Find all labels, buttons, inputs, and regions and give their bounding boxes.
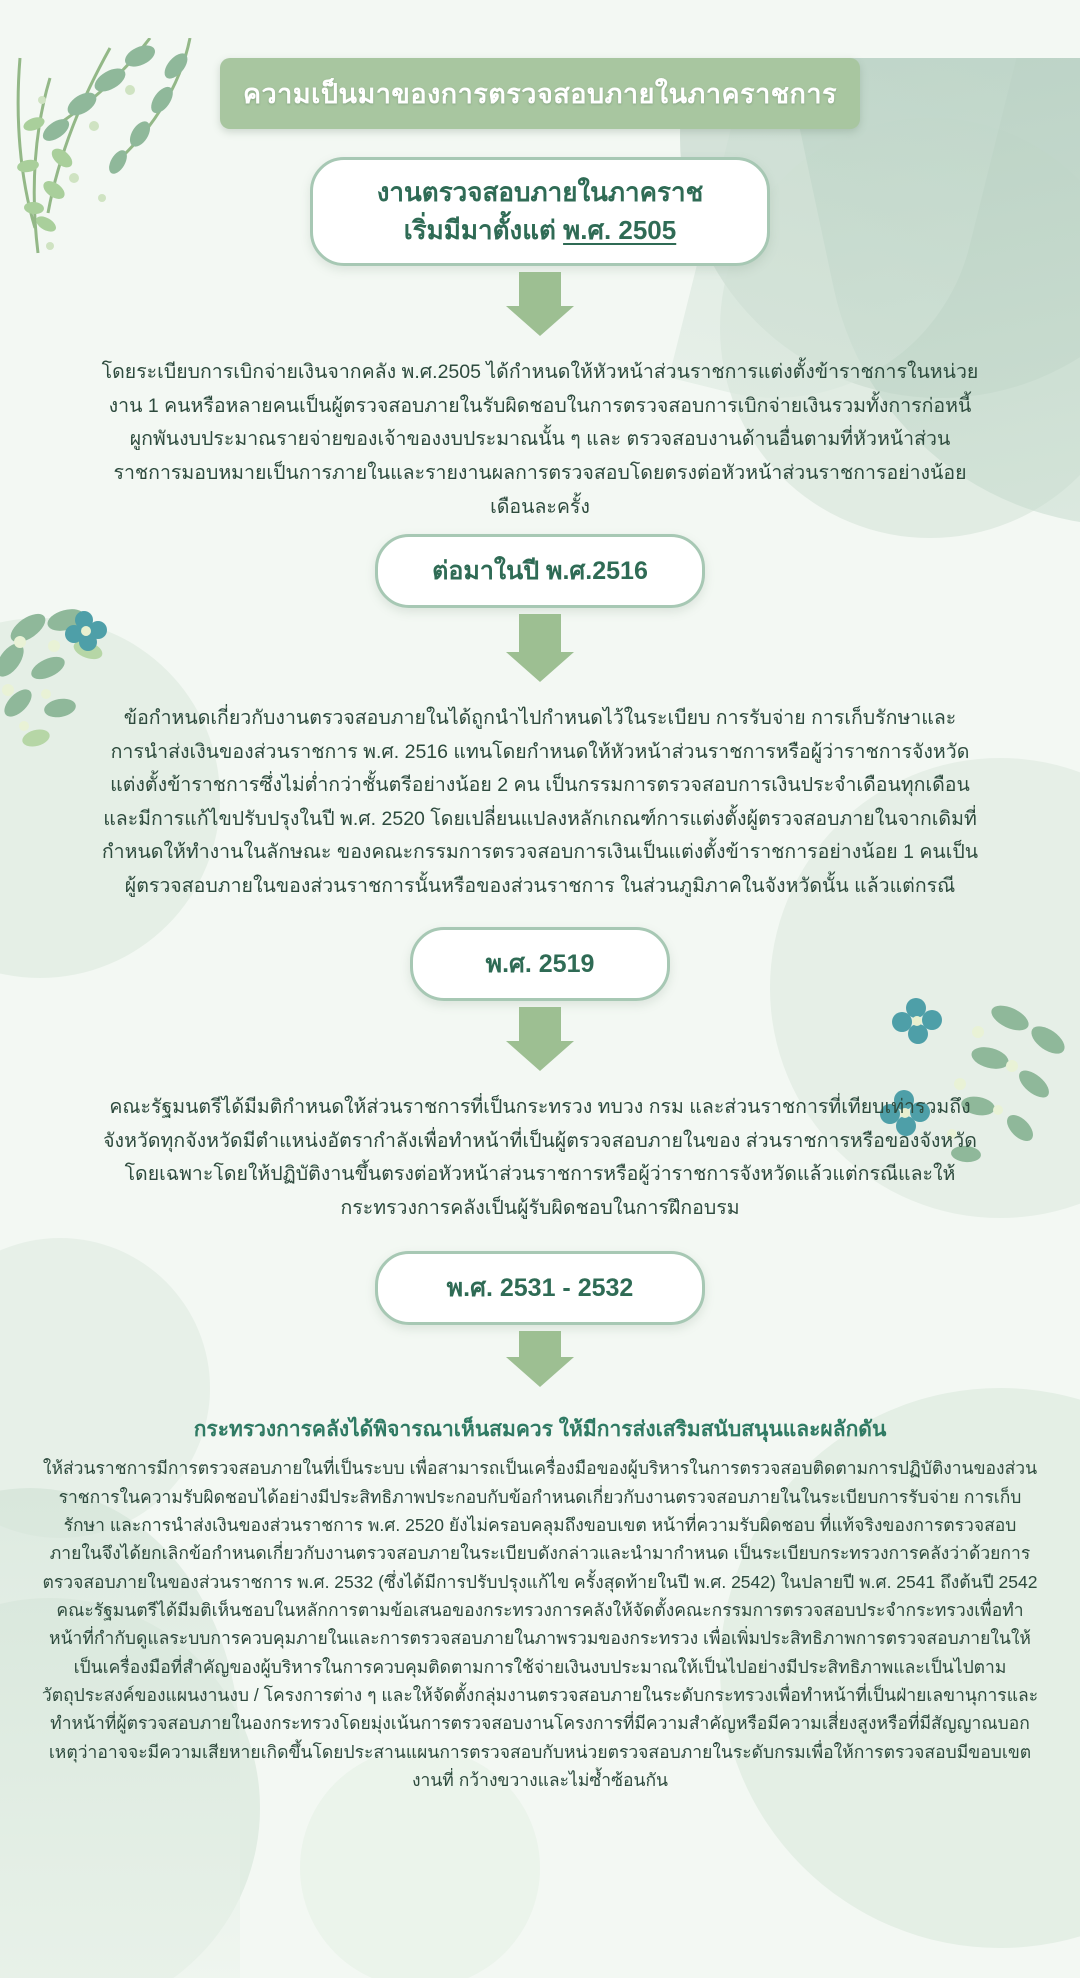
step-2531-2532-label: พ.ศ. 2531 - 2532 <box>446 1274 634 1303</box>
step-2516-label: ต่อมาในปี พ.ศ.2516 <box>432 557 648 586</box>
step-2519-body: คณะรัฐมนตรีได้มีมติกำหนดให้ส่วนราชการที่เป็นกระทรวง ทบวง กรม และส่วนราชการที่เทียบเท่ารวมถึงจังหวัดทุกจังหวัดมีตำแหน่งอัตรากำลังเพื่อทำหน้าที่เป็นผู้ตรวจสอบภายในของ ส่วนราชการหรือของจังหวัดโดยเฉพาะโดยให้ปฏิบัติงานขึ้นตรงต่อหัวหน้าส่วนราชการหรือผู้ว่าราชการจังหวัดแล้วแต่กรณีและให้กระทรวงการคลังเป็นผู้รับผิดชอบในการฝึกอบรม <box>103 1096 977 1219</box>
arrow-shaft <box>519 272 561 306</box>
arrow-head <box>506 1041 574 1071</box>
down-arrow-icon <box>519 272 561 336</box>
infographic-content <box>0 58 1080 1794</box>
arrow-head <box>506 652 574 682</box>
arrow-shaft <box>519 614 561 652</box>
step-2505-label-prefix: เริ่มมีมาตั้งแต่ <box>403 214 564 245</box>
step-2505-label-line1: งานตรวจสอบภายในภาคราช <box>376 177 704 207</box>
step-2516-body: ข้อกำหนดเกี่ยวกับงานตรวจสอบภายในได้ถูกนำไปกำหนดไว้ในระเบียบ การรับจ่าย การเก็บรักษาและการนำส่งเงินของส่วนราชการ พ.ศ. 2516 แทนโดยกำหนดให้หัวหน้าส่วนราชการหรือผู้ว่าราชการจังหวัดแต่งตั้งข้าราชการซึ่งไม่ต่ำกว่าชั้นตรีอย่างน้อย 2 คน เป็นกรรมการตรวจสอบการเงินประจำเดือนทุกเดือนและมีการแก้ไขปรับปรุงในปี พ.ศ. 2520 โดยเปลี่ยนแปลงหลักเกณฑ์การแต่งตั้งผู้ตรวจสอบภายในจากเดิมที่กำหนดให้ทำงานในลักษณะ ของคณะกรรมการตรวจสอบการเงินเป็นแต่งตั้งข้าราชการอย่างน้อย 1 คนเป็นผู้ตรวจสอบภายในของส่วนราชการนั้นหรือของส่วนราชการ ในส่วนภูมิภาคในจังหวัดนั้น แล้วแต่กรณี <box>101 707 979 897</box>
step-2505-label-line2 <box>347 212 733 250</box>
timeline-step-2519-pill[interactable] <box>410 927 670 1001</box>
page-title-text: ความเป็นมาของการตรวจสอบภายในภาคราชการ <box>242 79 838 109</box>
step-2531-2532-heading: กระทรวงการคลังได้พิจารณาเห็นสมควร ให้มีการส่งเสริมสนับสนุนและผลักดัน <box>193 1418 887 1442</box>
arrow-head <box>506 306 574 336</box>
timeline-step-2516-pill[interactable] <box>375 534 705 608</box>
arrow-wrap-2 <box>0 608 1080 686</box>
arrow-head <box>506 1357 574 1387</box>
step-2519-label: พ.ศ. 2519 <box>485 950 595 979</box>
arrow-wrap-1 <box>0 266 1080 340</box>
arrow-wrap-3 <box>0 1001 1080 1075</box>
arrow-wrap-4 <box>0 1325 1080 1391</box>
arrow-shaft <box>519 1331 561 1357</box>
step-2505-body: โดยระเบียบการเบิกจ่ายเงินจากคลัง พ.ศ.2505 ได้กำหนดให้หัวหน้าส่วนราชการแต่งตั้งข้าราชการในหน่วยงาน 1 คนหรือหลายคนเป็นผู้ตรวจสอบภายในรับผิดชอบในการตรวจสอบการเบิกจ่ายเงินรวมทั้งการก่อหนี้ผูกพันงบประมาณรายจ่ายของเจ้าของงบประมาณนั้น ๆ และ ตรวจสอบงานด้านอื่นตามที่หัวหน้าส่วนราชการมอบหมายเป็นการภายในและรายงานผลการตรวจสอบโดยตรงต่อหัวหน้าส่วนราชการอย่างน้อยเดือนละครั้ง <box>101 361 979 518</box>
timeline-step-2531-2532-pill[interactable] <box>375 1251 705 1325</box>
down-arrow-icon <box>519 614 561 682</box>
down-arrow-icon <box>519 1331 561 1387</box>
arrow-shaft <box>519 1007 561 1041</box>
page-title <box>220 58 860 129</box>
step-2531-2532-body: ให้ส่วนราชการมีการตรวจสอบภายในที่เป็นระบบ เพื่อสามารถเป็นเครื่องมือของผู้บริหารในการตรวจสอบติดตามการปฏิบัติงานของส่วนราชการในความรับผิดชอบได้อย่างมีประสิทธิภาพประกอบกับข้อกำหนดเกี่ยวกับงานตรวจสอบภายในในระเบียบการรับจ่าย การเก็บรักษา และการนำส่งเงินของส่วนราชการ พ.ศ. 2520 ยังไม่ครอบคลุมถึงขอบเขต หน้าที่ความรับผิดชอบ ที่แท้จริงของการตรวจสอบภายในจึงได้ยกเลิกข้อกำหนดเกี่ยวกับงานตรวจสอบภายในระเบียบดังกล่าวและนำมากำหนด เป็นระเบียบกระทรวงการคลังว่าด้วยการตรวจสอบภายในของส่วนราชการ พ.ศ. 2532 (ซึ่งได้มีการปรับปรุงแก้ไข ครั้งสุดท้ายในปี พ.ศ. 2542) ในปลายปี พ.ศ. 2541 ถึงต้นปี 2542 คณะรัฐมนตรีได้มีมติเห็นชอบในหลักการตามข้อเสนอของกระทรวงการคลังให้จัดตั้งคณะกรรมการตรวจสอบประจำกระทรวงเพื่อทำหน้าที่กำกับดูแลระบบการควบคุมภายในและการตรวจสอบภายในภาพรวมของกระทรวง เพื่อเพิ่มประสิทธิภาพการตรวจสอบภายในให้เป็นเครื่องมือที่สำคัญของผู้บริหารในการควบคุมติดตามการใช้จ่ายเงินงบประมาณให้เป็นไปอย่างมีประสิทธิภาพและเป็นไปตามวัตถุประสงค์ของแผนงานงบ / โครงการต่าง ๆ และให้จัดตั้งกลุ่มงานตรวจสอบภายในระดับกระทรวงเพื่อทำหน้าที่เป็นฝ่ายเลขานุการและทำหน้าที่ผู้ตรวจสอบภายในองกระทรวงโดยมุ่งเน้นการตรวจสอบงานโครงการที่มีความสำคัญหรือมีความเสี่ยงสูงหรือที่มีสัญญาณบอกเหตุว่าอาจจะมีความเสียหายเกิดขึ้นโดยประสานแผนการตรวจสอบกับหน่วยตรวจสอบภายในระดับกรมเพื่อให้การตรวจสอบมีขอบเขตงานที่ กว้างขวางและไม่ซ้ำซ้อนกัน <box>41 1458 1039 1791</box>
timeline-step-2505-pill[interactable] <box>310 157 770 266</box>
step-2505-year: พ.ศ. 2505 <box>563 214 677 245</box>
down-arrow-icon <box>519 1007 561 1071</box>
